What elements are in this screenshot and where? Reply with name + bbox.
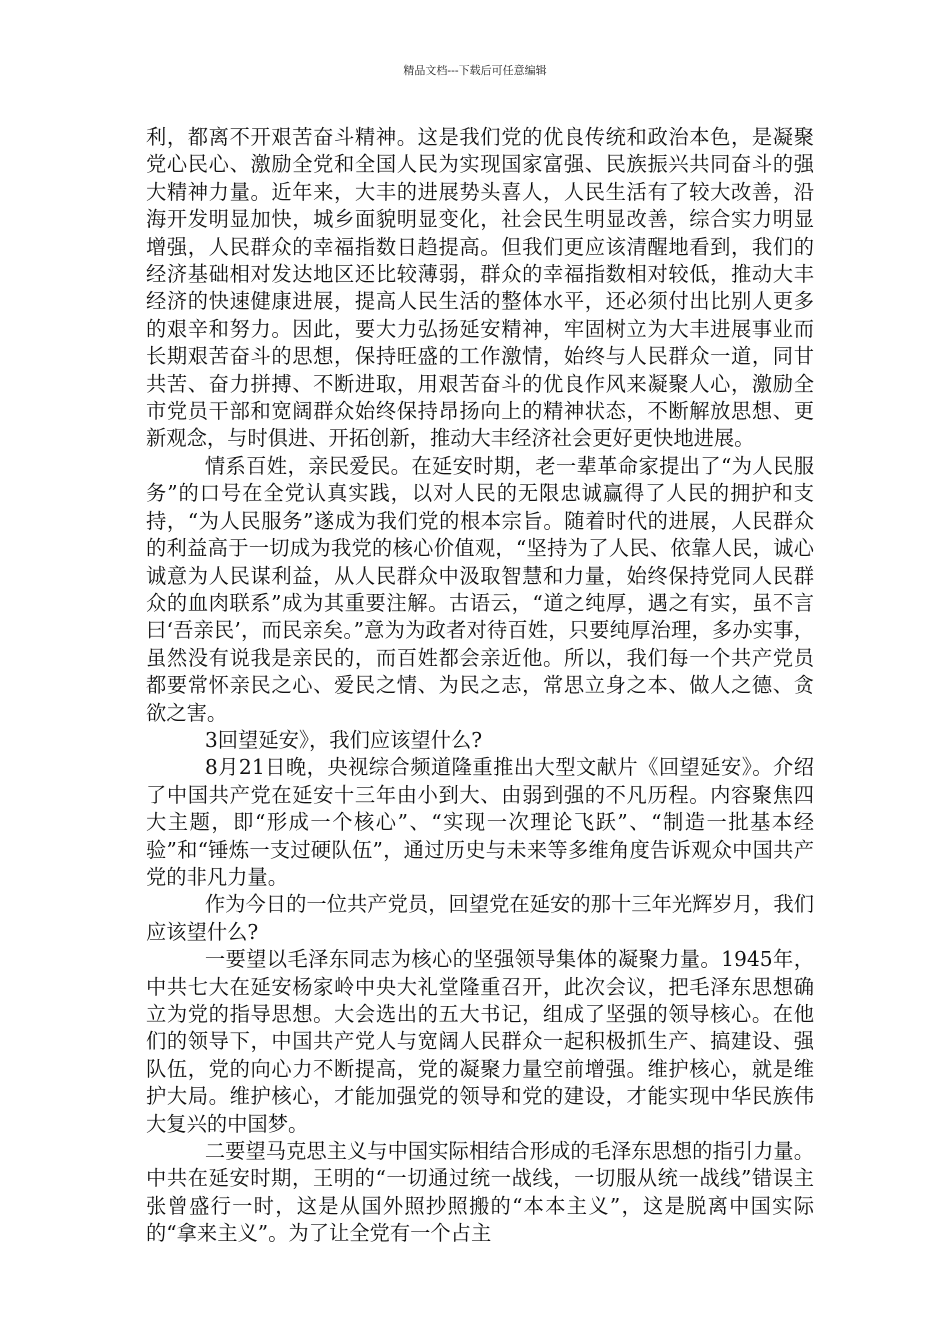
paragraph: 情系百姓，亲民爱民。在延安时期，老一辈革命家提出了“为人民服务”的口号在全党认真实践，以对人民的无限忠诚赢得了人民的拥护和支持，“为人民服务”遂成为我们党的根本宗旨。随着时代的进展，人民群众的利益高于一切成为我党的核心价值观，“坚持为了人民、依靠人民，诚心诚意为人民谋利益，从人民群众中汲取智慧和力量，始终保持党同人民群众的血肉联系”成为其重要注解。古语云，“道之纯厚，遇之有实，虽不言曰‘吾亲民’，而民亲矣。”意为为政者对待百姓，只要纯厚治理，多办实事，虽然没有说我是亲民的，而百姓都会亲近他。所以，我们每一个共产党员都要常怀亲民之心、爱民之情、为民之志，常思立身之本、做人之德、贪欲之害。 bbox=[146, 453, 814, 725]
paragraph: 作为今日的一位共产党员，回望党在延安的那十三年光辉岁月，我们应该望什么? bbox=[146, 892, 814, 944]
page-header: 精品文档---下载后可任意编辑 bbox=[403, 64, 547, 77]
paragraph: 二要望马克思主义与中国实际相结合形成的毛泽东思想的指引力量。中共在延安时期，王明的“一切通过统一战线，一切服从统一战线”错误主张曾盛行一时，这是从国外照抄照搬的“本本主义”，这是脱离中国实际的“拿来主义”。为了让全党有一个占主 bbox=[146, 1139, 814, 1246]
paragraph: 利，都离不开艰苦奋斗精神。这是我们党的优良传统和政治本色，是凝聚党心民心、激励全党和全国人民为实现国家富强、民族振兴共同奋斗的强大精神力量。近年来，大丰的进展势头喜人，人民生活有了较大改善，沿海开发明显加快，城乡面貌明显变化，社会民生明显改善，综合实力明显增强，人民群众的幸福指数日趋提高。但我们更应该清醒地看到，我们的经济基础相对发达地区还比较薄弱，群众的幸福指数相对较低，推动大丰经济的快速健康进展，提高人民生活的整体水平，还必须付出比别人更多的艰辛和努力。因此，要大力弘扬延安精神，牢固树立为大丰进展事业而长期艰苦奋斗的思想，保持旺盛的工作激情，始终与人民群众一道，同甘共苦、奋力拼搏、不断进取，用艰苦奋斗的优良作风来凝聚人心，激励全市党员干部和宽阔群众始终保持昂扬向上的精神状态，不断解放思想、更新观念，与时俱进、开拓创新，推动大丰经济社会更好更快地进展。 bbox=[146, 125, 814, 451]
paragraph: 3回望延安》，我们应该望什么? bbox=[204, 727, 483, 752]
document-body bbox=[146, 124, 814, 1248]
paragraph: 8月21日晚，央视综合频道隆重推出大型文献片《回望延安》。介绍了中国共产党在延安十三年由小到大、由弱到强的不凡历程。内容聚焦四大主题，即“形成一个核心”、“实现一次理论飞跃”、“制造一批基本经验”和“锤炼一支过硬队伍”，通过历史与未来等多维角度告诉观众中国共产党的非凡力量。 bbox=[146, 755, 814, 889]
paragraph: 一要望以毛泽东同志为核心的坚强领导集体的凝聚力量。1945年，中共七大在延安杨家岭中央大礼堂隆重召开，此次会议，把毛泽东思想确立为党的指导思想。大会选出的五大书记，组成了坚强的领导核心。在他们的领导下，中国共产党人与宽阔人民群众一起积极抓生产、搞建设、强队伍，党的向心力不断提高，党的凝聚力量空前增强。维护核心，就是维护大局。维护核心，才能加强党的领导和党的建设，才能实现中华民族伟大复兴的中国梦。 bbox=[146, 947, 814, 1136]
